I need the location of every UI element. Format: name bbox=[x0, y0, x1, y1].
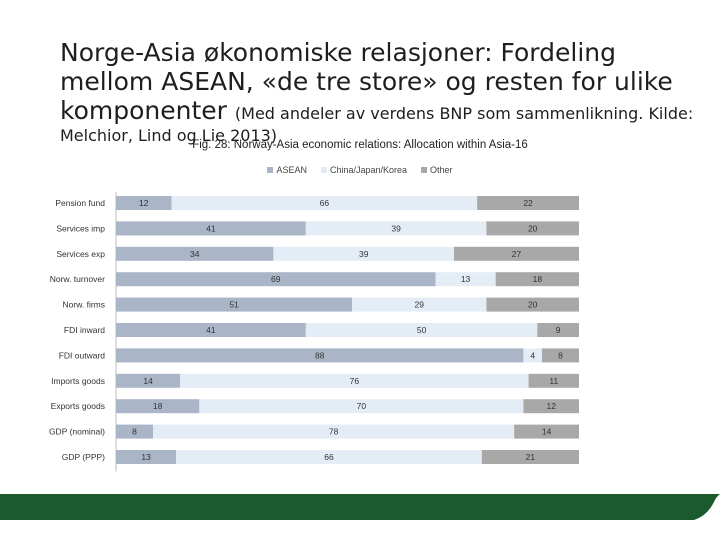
data-label-asean: 41 bbox=[206, 325, 216, 335]
footer-bar bbox=[0, 494, 720, 520]
slide-title-tail: Melchior, Lind og Lie 2013) bbox=[60, 126, 278, 145]
data-label-asean: 34 bbox=[189, 248, 200, 259]
data-label-cjk: 4 bbox=[530, 350, 536, 361]
data-label-asean: 18 bbox=[152, 401, 163, 412]
data-label-other: 8 bbox=[558, 350, 563, 361]
data-label-cjk: 66 bbox=[319, 198, 330, 208]
category-label: Norw. firms bbox=[62, 299, 105, 310]
data-label-asean: 8 bbox=[132, 426, 137, 437]
category-label: Norw. turnover bbox=[49, 274, 105, 285]
chart-title: Fig. 28: Norway-Asia economic relations: Allocation within Asia-16 bbox=[192, 139, 528, 151]
data-label-other: 9 bbox=[555, 325, 561, 335]
category-label: Imports goods bbox=[51, 375, 105, 386]
data-label-asean: 14 bbox=[143, 375, 153, 386]
category-label: FDI inward bbox=[63, 325, 105, 335]
data-label-other: 18 bbox=[532, 274, 543, 285]
data-label-cjk: 29 bbox=[414, 299, 424, 310]
data-label-other: 27 bbox=[511, 248, 522, 259]
category-label: GDP (nominal) bbox=[48, 426, 105, 437]
category-label: FDI outward bbox=[58, 350, 105, 361]
data-label-other: 20 bbox=[527, 223, 538, 234]
data-label-cjk: 39 bbox=[391, 223, 401, 234]
data-label-asean: 41 bbox=[206, 223, 216, 234]
category-label: GDP (PPP) bbox=[61, 452, 105, 462]
footer-corner-notch bbox=[694, 494, 720, 520]
data-label-asean: 12 bbox=[139, 198, 149, 208]
data-label-cjk: 70 bbox=[356, 401, 367, 412]
data-label-other: 21 bbox=[525, 452, 536, 462]
category-label: Pension fund bbox=[55, 198, 105, 208]
data-label-asean: 13 bbox=[141, 452, 151, 462]
data-label-cjk: 39 bbox=[358, 248, 369, 259]
data-label-asean: 88 bbox=[314, 350, 325, 361]
data-label-cjk: 50 bbox=[416, 325, 427, 335]
data-label-cjk: 78 bbox=[328, 426, 339, 437]
data-label-asean: 69 bbox=[271, 274, 281, 285]
slide-title-main: Norge-Asia økonomiske relasjoner: Fordeling mellom ASEAN, «de tre store» og resten for ulike komponenter bbox=[60, 38, 673, 125]
category-label: Services imp bbox=[56, 223, 105, 234]
data-label-other: 14 bbox=[541, 426, 552, 437]
legend-label-cjk: China/Japan/Korea bbox=[329, 165, 408, 175]
data-label-other: 12 bbox=[546, 401, 556, 412]
data-label-other: 22 bbox=[523, 198, 533, 208]
category-label: Services exp bbox=[56, 248, 105, 259]
legend-label-other: Other bbox=[430, 165, 453, 175]
data-label-other: 20 bbox=[527, 299, 538, 310]
legend-label-asean: ASEAN bbox=[276, 165, 307, 175]
category-label: Exports goods bbox=[50, 401, 105, 412]
data-label-asean: 51 bbox=[229, 299, 239, 310]
data-label-cjk: 13 bbox=[460, 274, 471, 285]
data-label-cjk: 66 bbox=[324, 452, 334, 462]
data-label-cjk: 76 bbox=[349, 375, 360, 386]
data-label-other: 11 bbox=[549, 375, 559, 386]
slide-title-sub: (Med andeler av verdens BNP som sammenlikning. Kilde: bbox=[234, 104, 694, 123]
